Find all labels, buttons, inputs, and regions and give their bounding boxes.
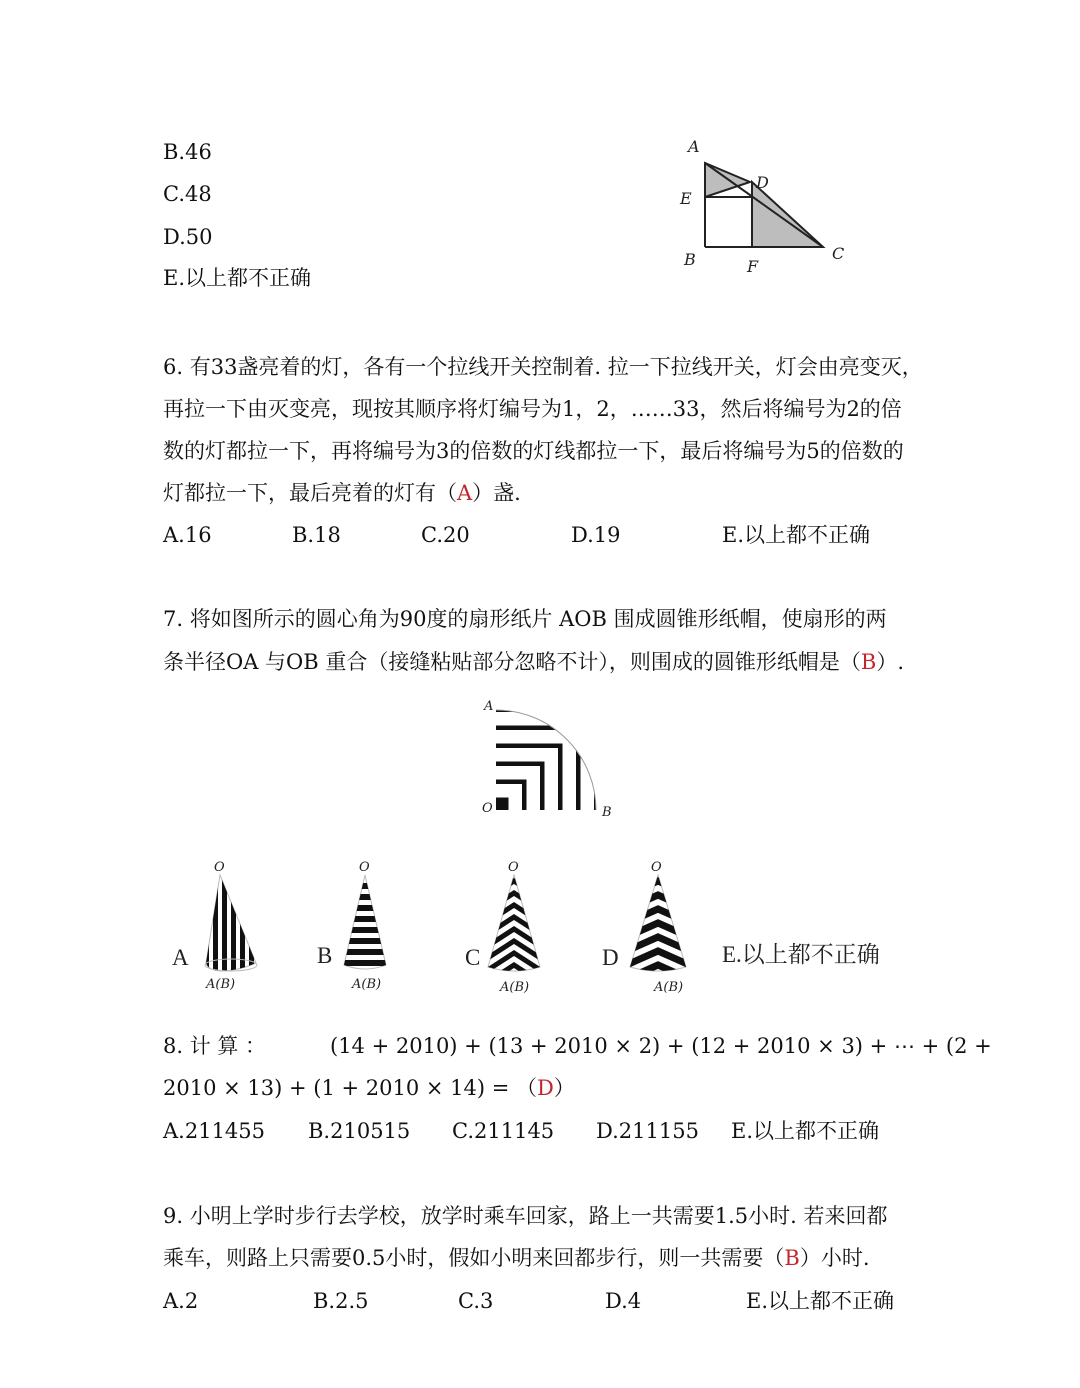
cone-d-letter: D [602, 945, 619, 970]
q8-option-a: A.211455 [163, 1119, 266, 1143]
q7-sector-figure [478, 700, 628, 825]
label-a: A [688, 137, 700, 156]
label-f: F [747, 257, 759, 276]
cone-a-base-label: A(B) [206, 977, 236, 992]
q6-option-a: A.16 [163, 523, 212, 547]
q6-line-2: 再拉一下由灭变亮，现按其顺序将灯编号为1，2，……33，然后将编号为2的倍 [163, 397, 902, 421]
q8-line-1: 8. 计 算 ： (14 + 2010) + (13 + 2010 × 2) + (12 + 2010 × 3) + ⋯ + (2 + [163, 1034, 992, 1058]
cone-b-letter: B [317, 943, 333, 968]
q5-triangle-figure [670, 130, 860, 280]
q8-option-d: D.211155 [596, 1119, 699, 1143]
sector-stripe [496, 726, 581, 811]
sector-corner-block [496, 801, 504, 810]
q7-cone-options [160, 855, 920, 1000]
q5-option-c: C.48 [163, 182, 212, 206]
q7-line-1: 7. 将如图所示的圆心角为90度的扇形纸片 AOB 围成圆锥形纸帽，使扇形的两 [163, 607, 887, 631]
cone-b-stripe [330, 894, 400, 900]
cone-b-stripe [330, 949, 400, 955]
q6-answer: A [457, 481, 473, 505]
q9-option-c: C.3 [458, 1289, 494, 1313]
cone-a-stripe [240, 855, 245, 985]
cone-b-stripe [330, 938, 400, 944]
cone-a-letter: A [172, 945, 189, 970]
q8-line-2: 2010 × 13) + (1 + 2010 × 14) = （D） [163, 1076, 575, 1100]
cone-b-stripe [330, 916, 400, 922]
cone-c-letter: C [465, 945, 481, 970]
cone-b-stripe [330, 905, 400, 911]
q6-line-4: 灯都拉一下，最后亮着的灯有（A）盏. [163, 481, 521, 505]
label-c: C [832, 244, 845, 263]
q8-answer: D [537, 1076, 554, 1100]
label-d: D [756, 173, 769, 192]
cone-a-stripe [258, 855, 263, 985]
q9-option-d: D.4 [605, 1289, 642, 1313]
q6-option-c: C.20 [421, 523, 470, 547]
cone-a-top-label: O [214, 860, 225, 875]
sector-stripe [496, 708, 599, 811]
cone-c-top-label: O [508, 860, 519, 875]
q6-option-e: E.以上都不正确 [722, 523, 871, 547]
cone-a-stripe [249, 855, 254, 985]
cone-b [330, 875, 400, 977]
sector-label-o: O [482, 801, 493, 816]
q6-option-b: B.18 [292, 523, 341, 547]
cone-b-base-label: A(B) [352, 977, 382, 992]
q9-line-2: 乘车，则路上只需要0.5小时，假如小明来回都步行，则一共需要（B）小时. [163, 1246, 870, 1270]
q8-option-e: E.以上都不正确 [731, 1119, 880, 1143]
q5-option-e: E.以上都不正确 [163, 266, 312, 290]
q5-option-b: B.46 [163, 140, 212, 164]
cone-b-stripe [330, 927, 400, 933]
cone-d-base-label: A(B) [654, 980, 684, 995]
q6-line-3: 数的灯都拉一下，再将编号为3的倍数的灯线都拉一下，最后将编号为5的倍数的 [163, 439, 904, 463]
q7-option-e: E.以上都不正确 [722, 942, 880, 967]
q5-option-d: D.50 [163, 225, 213, 249]
sector-stripe-pattern [496, 708, 599, 811]
q6-line-1: 6. 有33盏亮着的灯，各有一个拉线开关控制着. 拉一下拉线开关，灯会由亮变灭， [163, 355, 923, 379]
cone-d [622, 867, 694, 995]
cone-b-top-label: O [359, 860, 370, 875]
q9-option-e: E.以上都不正确 [746, 1289, 895, 1313]
label-b: B [684, 250, 696, 269]
q8-expression: (14 + 2010) + (13 + 2010 × 2) + (12 + 2010 × 3) + ⋯ + (2 + [330, 1034, 992, 1058]
q8-option-c: C.211145 [452, 1119, 555, 1143]
cone-a-stripe [231, 855, 236, 985]
q9-answer: B [784, 1246, 800, 1270]
q9-line-1: 9. 小明上学时步行去学校，放学时乘车回家，路上一共需要1.5小时. 若来回都 [163, 1204, 888, 1228]
sector-label-b: B [602, 805, 612, 820]
cone-c-base-label: A(B) [500, 980, 530, 995]
q9-option-b: B.2.5 [313, 1289, 369, 1313]
q6-option-d: D.19 [571, 523, 621, 547]
q8-option-b: B.210515 [308, 1119, 411, 1143]
q7-line-2: 条半径OA 与OB 重合（接缝粘贴部分忽略不计），则围成的圆锥形纸帽是（B）. [163, 650, 905, 674]
q7-answer: B [860, 650, 877, 674]
cone-b-stripe [330, 883, 400, 889]
cone-d-top-label: O [651, 860, 662, 875]
cone-b-stripe [330, 960, 400, 966]
cone-a [204, 855, 263, 985]
label-e: E [680, 189, 692, 208]
q9-option-a: A.2 [163, 1289, 199, 1313]
sector-label-a: A [484, 699, 494, 714]
